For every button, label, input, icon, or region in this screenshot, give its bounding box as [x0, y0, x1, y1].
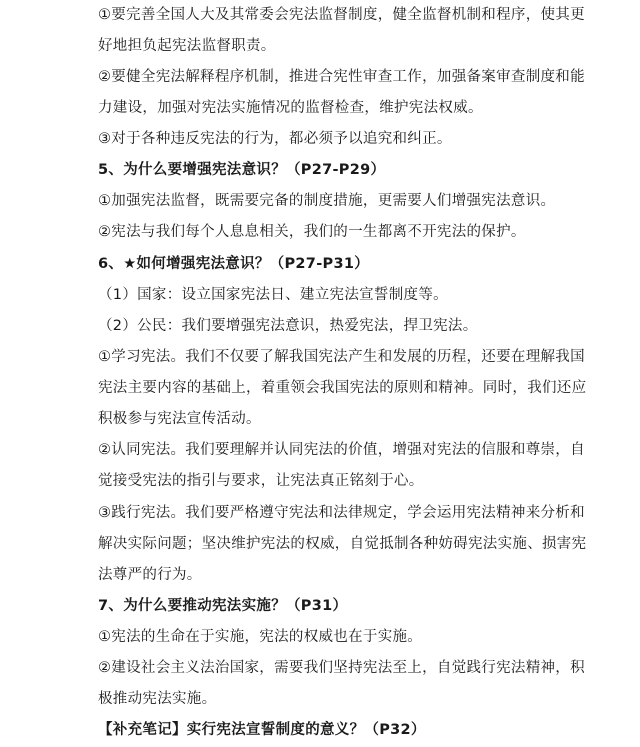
section-heading: 7、为什么要推动宪法实施？（P31） [98, 598, 348, 614]
section-heading: 6、★如何增强宪法意识？（P27-P31） [98, 256, 370, 272]
text-line: ①要完善全国人大及其常委会宪法监督制度，健全监督机制和程序，使其更 [98, 7, 585, 23]
text-line: ②认同宪法。我们要理解并认同宪法的价值，增强对宪法的信服和尊崇，自 [98, 442, 585, 458]
text-line: 好地担负起宪法监督职责。 [98, 38, 276, 54]
section-heading: 【补充笔记】实行宪法宣誓制度的意义？（P32） [98, 722, 426, 738]
text-line: 法尊严的行为。 [98, 567, 202, 583]
section-heading: 5、为什么要增强宪法意识？（P27-P29） [98, 162, 386, 178]
text-line: （2）公民：我们要增强宪法意识，热爱宪法，捍卫宪法。 [98, 318, 478, 334]
text-line: ①学习宪法。我们不仅要了解我国宪法产生和发展的历程，还要在理解我国 [98, 349, 585, 365]
text-line: ②建设社会主义法治国家，需要我们坚持宪法至上，自觉践行宪法精神，积 [98, 660, 585, 676]
text-line: ①加强宪法监督，既需要完备的制度措施，更需要人们增强宪法意识。 [98, 193, 556, 209]
text-line: ②要健全宪法解释程序机制，推进合宪性审查工作，加强备案审查制度和能 [98, 69, 585, 85]
text-line: 极推动宪法实施。 [98, 691, 217, 707]
text-line: ③对于各种违反宪法的行为，都必须予以追究和纠正。 [98, 131, 452, 147]
text-line: 解决实际问题；坚决维护宪法的权威，自觉抵制各种妨碍宪法实施、损害宪 [98, 536, 587, 552]
text-line: 宪法主要内容的基础上，着重领会我国宪法的原则和精神。同时，我们还应 [98, 380, 587, 396]
text-line: 觉接受宪法的指引与要求，让宪法真正铭刻于心。 [98, 473, 424, 489]
text-line: （1）国家：设立国家宪法日、建立宪法宣誓制度等。 [98, 287, 448, 303]
text-line: ①宪法的生命在于实施，宪法的权威也在于实施。 [98, 629, 423, 645]
text-line: 积极参与宪法宣传活动。 [98, 411, 261, 427]
text-line: 力建设，加强对宪法实施情况的监督检查，维护宪法权威。 [98, 100, 483, 116]
text-line: ②宪法与我们每个人息息相关，我们的一生都离不开宪法的保护。 [98, 224, 526, 240]
text-line: ③践行宪法。我们要严格遵守宪法和法律规定，学会运用宪法精神来分析和 [98, 505, 585, 521]
